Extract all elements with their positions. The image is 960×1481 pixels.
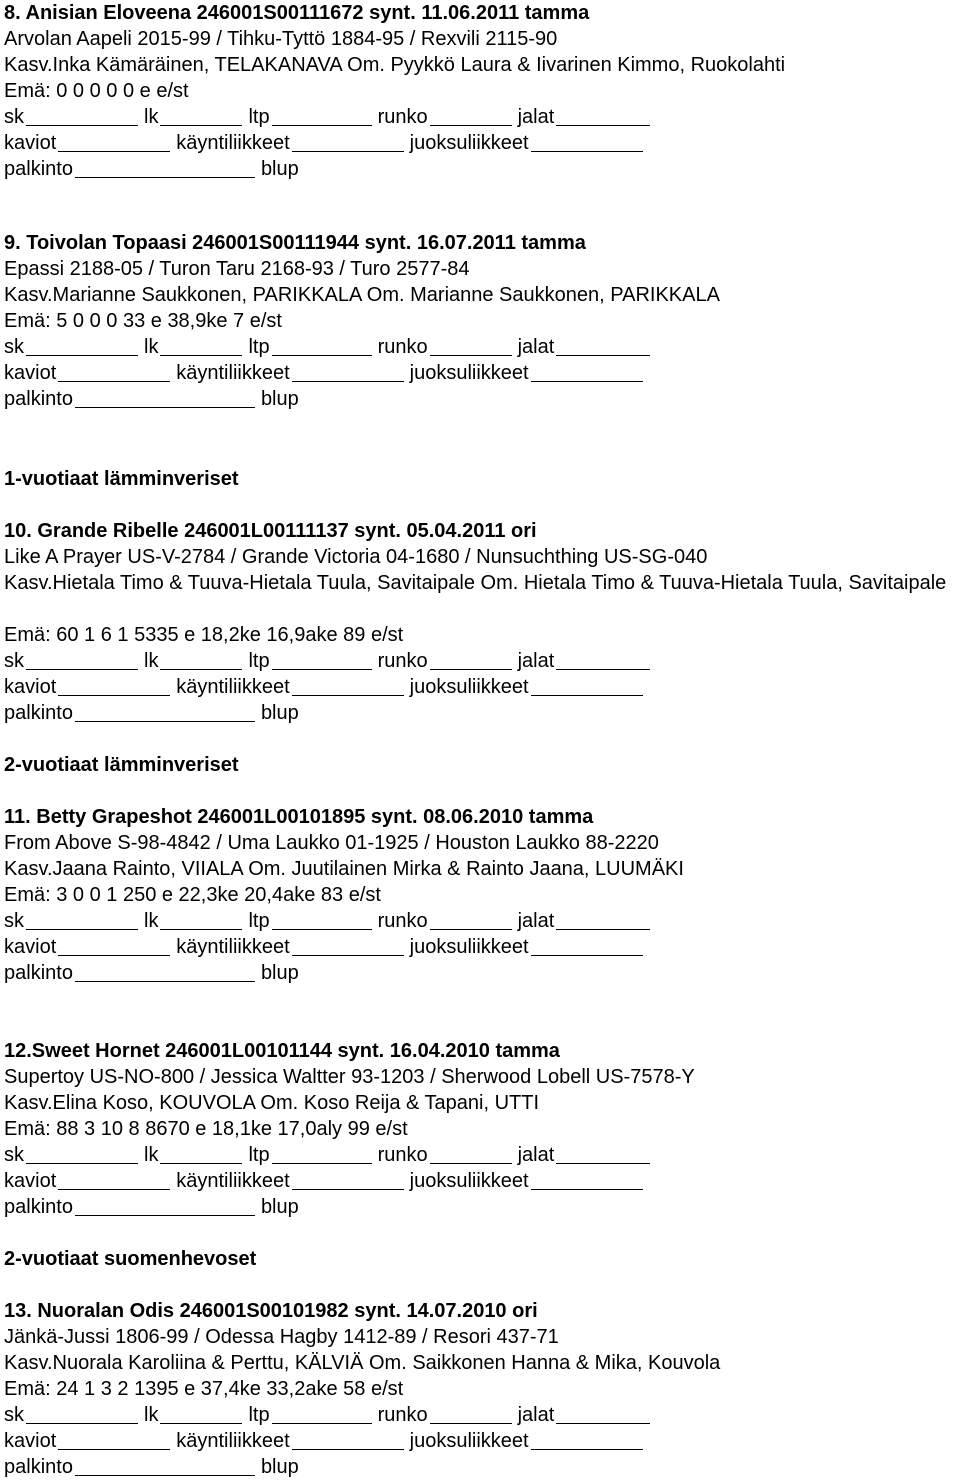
kaviot-field[interactable] (58, 131, 170, 152)
label-sk: sk (4, 650, 24, 672)
score-row-2 (4, 360, 956, 386)
label-kayntiliikkeet: käyntiliikkeet (176, 1170, 290, 1192)
kaviot-field[interactable] (58, 675, 170, 696)
ltp-field[interactable] (272, 105, 372, 126)
label-palkinto: palkinto (4, 702, 73, 724)
sk-field[interactable] (26, 1403, 138, 1424)
runko-field[interactable] (430, 105, 512, 126)
label-runko: runko (377, 910, 428, 932)
runko-field[interactable] (430, 1403, 512, 1424)
score-row-3 (4, 386, 956, 412)
score-row-3 (4, 960, 956, 986)
ltp-field[interactable] (272, 1143, 372, 1164)
sk-field[interactable] (26, 105, 138, 126)
lk-field[interactable] (160, 1143, 242, 1164)
section-heading: 2-vuotiaat lämminveriset (4, 754, 239, 776)
score-row-3 (4, 1194, 956, 1220)
entry-dam: Emä: 3 0 0 1 250 e 22,3ke 20,4ake 83 e/st (4, 884, 381, 906)
horse-entry (4, 1298, 956, 1480)
palkinto-field[interactable] (75, 157, 255, 178)
score-row-1 (4, 1402, 956, 1428)
label-palkinto: palkinto (4, 1456, 73, 1478)
label-sk: sk (4, 106, 24, 128)
kayntiliikkeet-field[interactable] (292, 361, 404, 382)
label-kaviot: kaviot (4, 936, 57, 958)
kayntiliikkeet-field[interactable] (292, 131, 404, 152)
label-juoksuliikkeet: juoksuliikkeet (409, 132, 529, 154)
entry-title: 11. Betty Grapeshot 246001L00101895 synt. 08.06.2010 tamma (4, 806, 594, 828)
entry-pedigree: Arvolan Aapeli 2015-99 / Tihku-Tyttö 1884-95 / Rexvili 2115-90 (4, 28, 558, 50)
entry-pedigree: From Above S-98-4842 / Uma Laukko 01-1925 / Houston Laukko 88-2220 (4, 832, 659, 854)
label-runko: runko (377, 336, 428, 358)
label-kaviot: kaviot (4, 132, 57, 154)
score-row-1 (4, 1142, 956, 1168)
label-palkinto: palkinto (4, 388, 73, 410)
palkinto-field[interactable] (75, 961, 255, 982)
label-sk: sk (4, 1144, 24, 1166)
score-row-1 (4, 648, 956, 674)
lk-field[interactable] (160, 649, 242, 670)
label-kayntiliikkeet: käyntiliikkeet (176, 132, 290, 154)
juoksuliikkeet-field[interactable] (531, 675, 643, 696)
score-row-3 (4, 156, 956, 182)
label-lk: lk (144, 106, 159, 128)
horse-entry (4, 804, 956, 986)
juoksuliikkeet-field[interactable] (531, 361, 643, 382)
ltp-field[interactable] (272, 909, 372, 930)
ltp-field[interactable] (272, 1403, 372, 1424)
score-row-3 (4, 1454, 956, 1480)
entry-dam: Emä: 88 3 10 8 8670 e 18,1ke 17,0aly 99 e/st (4, 1118, 408, 1140)
entry-title: 8. Anisian Eloveena 246001S00111672 synt. 11.06.2011 tamma (4, 2, 590, 24)
label-jalat: jalat (517, 106, 555, 128)
label-blup: blup (260, 388, 299, 410)
palkinto-field[interactable] (75, 701, 255, 722)
lk-field[interactable] (160, 335, 242, 356)
label-jalat: jalat (517, 1404, 555, 1426)
sk-field[interactable] (26, 1143, 138, 1164)
label-kayntiliikkeet: käyntiliikkeet (176, 936, 290, 958)
section-heading: 2-vuotiaat suomenhevoset (4, 1248, 257, 1270)
jalat-field[interactable] (556, 335, 650, 356)
label-kayntiliikkeet: käyntiliikkeet (176, 676, 290, 698)
score-row-1 (4, 334, 956, 360)
label-ltp: ltp (248, 1404, 270, 1426)
label-kaviot: kaviot (4, 362, 57, 384)
entry-owners: Kasv.Inka Kämäräinen, TELAKANAVA Om. Pyykkö Laura & Iivarinen Kimmo, Ruokolahti (4, 54, 786, 76)
label-lk: lk (144, 910, 159, 932)
kaviot-field[interactable] (58, 935, 170, 956)
sk-field[interactable] (26, 649, 138, 670)
score-row-2 (4, 130, 956, 156)
runko-field[interactable] (430, 335, 512, 356)
label-lk: lk (144, 336, 159, 358)
kaviot-field[interactable] (58, 361, 170, 382)
label-juoksuliikkeet: juoksuliikkeet (409, 676, 529, 698)
ltp-field[interactable] (272, 649, 372, 670)
entry-owners: Kasv.Marianne Saukkonen, PARIKKALA Om. Marianne Saukkonen, PARIKKALA (4, 284, 720, 306)
score-row-2 (4, 1428, 956, 1454)
kayntiliikkeet-field[interactable] (292, 1169, 404, 1190)
kayntiliikkeet-field[interactable] (292, 935, 404, 956)
juoksuliikkeet-field[interactable] (531, 131, 643, 152)
jalat-field[interactable] (556, 1403, 650, 1424)
entry-pedigree: Jänkä-Jussi 1806-99 / Odessa Hagby 1412-89 / Resori 437-71 (4, 1326, 559, 1348)
label-kaviot: kaviot (4, 676, 57, 698)
horse-entry (4, 518, 956, 726)
entry-owners: Kasv.Elina Koso, KOUVOLA Om. Koso Reija & Tapani, UTTI (4, 1092, 540, 1114)
score-row-1 (4, 908, 956, 934)
label-palkinto: palkinto (4, 962, 73, 984)
entry-dam: Emä: 5 0 0 0 33 e 38,9ke 7 e/st (4, 310, 282, 332)
juoksuliikkeet-field[interactable] (531, 935, 643, 956)
label-ltp: ltp (248, 910, 270, 932)
kaviot-field[interactable] (58, 1429, 170, 1450)
score-row-3 (4, 700, 956, 726)
label-lk: lk (144, 1144, 159, 1166)
label-kayntiliikkeet: käyntiliikkeet (176, 1430, 290, 1452)
score-row-2 (4, 674, 956, 700)
juoksuliikkeet-field[interactable] (531, 1429, 643, 1450)
label-jalat: jalat (517, 336, 555, 358)
label-ltp: ltp (248, 336, 270, 358)
score-row-2 (4, 1168, 956, 1194)
label-juoksuliikkeet: juoksuliikkeet (409, 1430, 529, 1452)
runko-field[interactable] (430, 649, 512, 670)
label-lk: lk (144, 1404, 159, 1426)
kaviot-field[interactable] (58, 1169, 170, 1190)
label-ltp: ltp (248, 650, 270, 672)
label-jalat: jalat (517, 1144, 555, 1166)
sk-field[interactable] (26, 909, 138, 930)
entry-dam: Emä: 0 0 0 0 0 e e/st (4, 80, 189, 102)
section-heading: 1-vuotiaat lämminveriset (4, 468, 239, 490)
entry-owners: Kasv.Hietala Timo & Tuuva-Hietala Tuula, Savitaipale Om. Hietala Timo & Tuuva-Hietala Tuula, Savitaipale (4, 572, 947, 594)
entry-title: 10. Grande Ribelle 246001L00111137 synt. 05.04.2011 ori (4, 520, 537, 542)
entry-owners: Kasv.Nuorala Karoliina & Perttu, KÄLVIÄ Om. Saikkonen Hanna & Mika, Kouvola (4, 1352, 721, 1374)
label-sk: sk (4, 336, 24, 358)
runko-field[interactable] (430, 1143, 512, 1164)
label-juoksuliikkeet: juoksuliikkeet (409, 362, 529, 384)
label-ltp: ltp (248, 106, 270, 128)
label-runko: runko (377, 1144, 428, 1166)
score-row-1 (4, 104, 956, 130)
label-palkinto: palkinto (4, 1196, 73, 1218)
ltp-field[interactable] (272, 335, 372, 356)
label-blup: blup (260, 1196, 299, 1218)
entry-dam: Emä: 24 1 3 2 1395 e 37,4ke 33,2ake 58 e/st (4, 1378, 404, 1400)
palkinto-field[interactable] (75, 1455, 255, 1476)
label-kaviot: kaviot (4, 1170, 57, 1192)
label-juoksuliikkeet: juoksuliikkeet (409, 1170, 529, 1192)
label-sk: sk (4, 910, 24, 932)
label-kaviot: kaviot (4, 1430, 57, 1452)
lk-field[interactable] (160, 1403, 242, 1424)
label-blup: blup (260, 158, 299, 180)
entry-pedigree: Like A Prayer US-V-2784 / Grande Victoria 04-1680 / Nunsuchthing US-SG-040 (4, 546, 708, 568)
label-jalat: jalat (517, 650, 555, 672)
entry-pedigree: Epassi 2188-05 / Turon Taru 2168-93 / Turo 2577-84 (4, 258, 470, 280)
label-sk: sk (4, 1404, 24, 1426)
label-runko: runko (377, 650, 428, 672)
label-kayntiliikkeet: käyntiliikkeet (176, 362, 290, 384)
entry-title: 12.Sweet Hornet 246001L00101144 synt. 16.04.2010 tamma (4, 1040, 560, 1062)
score-row-2 (4, 934, 956, 960)
jalat-field[interactable] (556, 105, 650, 126)
horse-entry (4, 230, 956, 412)
jalat-field[interactable] (556, 649, 650, 670)
jalat-field[interactable] (556, 1143, 650, 1164)
palkinto-field[interactable] (75, 387, 255, 408)
label-runko: runko (377, 1404, 428, 1426)
sk-field[interactable] (26, 335, 138, 356)
entry-pedigree: Supertoy US-NO-800 / Jessica Waltter 93-1203 / Sherwood Lobell US-7578-Y (4, 1066, 695, 1088)
label-blup: blup (260, 1456, 299, 1478)
horse-entry (4, 1038, 956, 1220)
label-palkinto: palkinto (4, 158, 73, 180)
label-jalat: jalat (517, 910, 555, 932)
entry-dam: Emä: 60 1 6 1 5335 e 18,2ke 16,9ake 89 e/st (4, 624, 404, 646)
label-juoksuliikkeet: juoksuliikkeet (409, 936, 529, 958)
lk-field[interactable] (160, 909, 242, 930)
lk-field[interactable] (160, 105, 242, 126)
runko-field[interactable] (430, 909, 512, 930)
entry-title: 13. Nuoralan Odis 246001S00101982 synt. 14.07.2010 ori (4, 1300, 538, 1322)
entry-title: 9. Toivolan Topaasi 246001S00111944 synt. 16.07.2011 tamma (4, 232, 586, 254)
label-ltp: ltp (248, 1144, 270, 1166)
kayntiliikkeet-field[interactable] (292, 1429, 404, 1450)
label-lk: lk (144, 650, 159, 672)
label-blup: blup (260, 962, 299, 984)
juoksuliikkeet-field[interactable] (531, 1169, 643, 1190)
kayntiliikkeet-field[interactable] (292, 675, 404, 696)
label-blup: blup (260, 702, 299, 724)
label-runko: runko (377, 106, 428, 128)
horse-entry (4, 0, 956, 182)
palkinto-field[interactable] (75, 1195, 255, 1216)
jalat-field[interactable] (556, 909, 650, 930)
entry-owners: Kasv.Jaana Rainto, VIIALA Om. Juutilainen Mirka & Rainto Jaana, LUUMÄKI (4, 858, 684, 880)
